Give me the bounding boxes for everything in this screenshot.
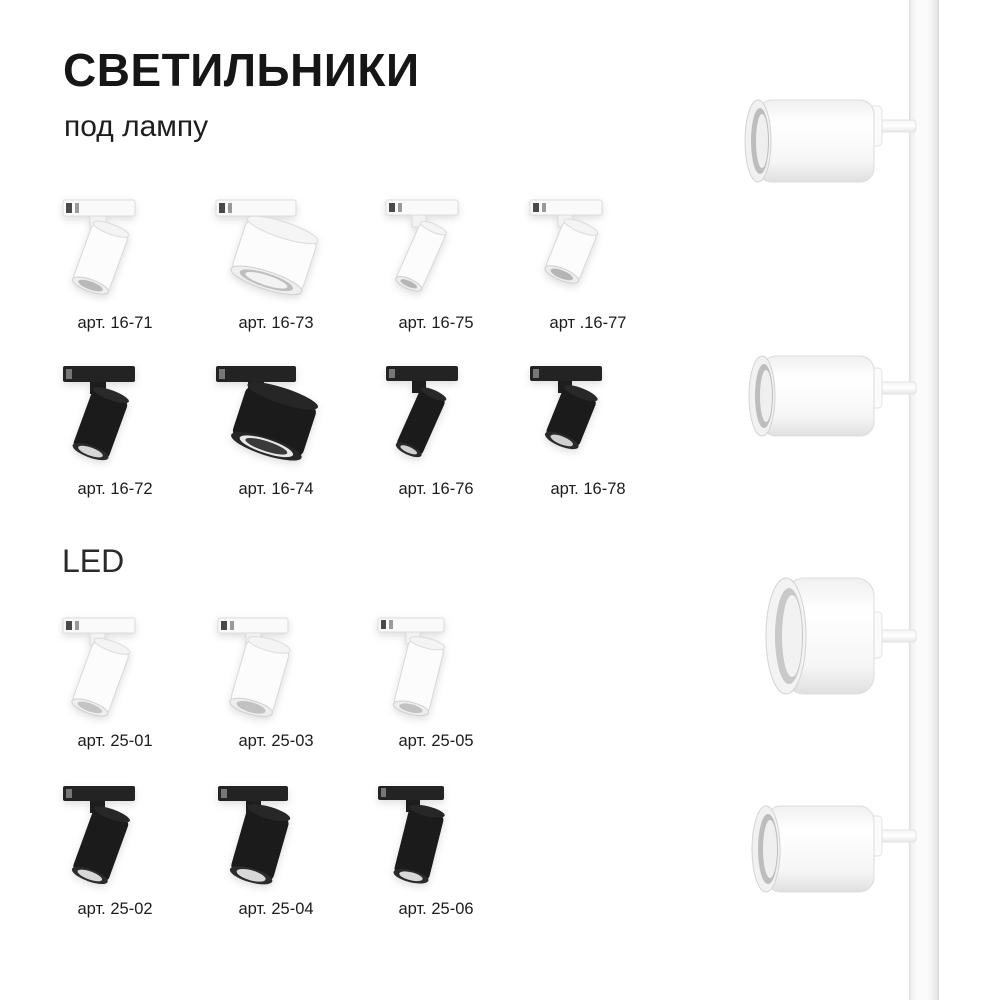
product-image-25-02 — [35, 782, 195, 897]
product-caption: арт. 25-06 — [398, 900, 474, 918]
hero-spotlight-2 — [749, 356, 916, 436]
section-heading-led: LED — [62, 543, 125, 579]
product-image-25-04 — [196, 782, 356, 897]
page-title: СВЕТИЛЬНИКИ — [63, 44, 420, 96]
product-image-16-71 — [35, 196, 195, 311]
product-image-25-03 — [196, 614, 356, 729]
product-caption: арт. 16-72 — [77, 480, 153, 498]
product-image-25-01 — [35, 614, 195, 729]
page-subtitle: под лампу — [64, 110, 209, 143]
product-caption: арт. 25-05 — [398, 732, 474, 750]
product-caption: арт. 25-04 — [238, 900, 314, 918]
hero-spotlight-3 — [766, 578, 916, 694]
product-image-16-77 — [508, 196, 668, 311]
product-image-16-72 — [35, 362, 195, 477]
product-image-16-73 — [196, 196, 356, 311]
hero-track-system — [690, 0, 1000, 1000]
product-image-25-05 — [356, 614, 516, 729]
product-image-16-76 — [356, 362, 516, 477]
product-image-16-78 — [508, 362, 668, 477]
product-caption: арт. 25-03 — [238, 732, 314, 750]
product-caption: арт. 16-74 — [238, 480, 314, 498]
hero-spotlight-1 — [745, 100, 916, 182]
product-image-16-74 — [196, 362, 356, 477]
product-image-25-06 — [356, 782, 516, 897]
track-rail — [909, 0, 939, 1000]
hero-spotlight-4 — [752, 806, 916, 892]
product-caption: арт. 16-78 — [550, 480, 626, 498]
product-caption: арт. 16-71 — [77, 314, 153, 332]
product-caption: арт. 25-01 — [77, 732, 153, 750]
product-caption: арт. 16-76 — [398, 480, 474, 498]
product-caption: арт .16-77 — [549, 314, 627, 332]
product-caption: арт. 25-02 — [77, 900, 153, 918]
product-caption: арт. 16-73 — [238, 314, 314, 332]
product-caption: арт. 16-75 — [398, 314, 474, 332]
product-image-16-75 — [356, 196, 516, 311]
